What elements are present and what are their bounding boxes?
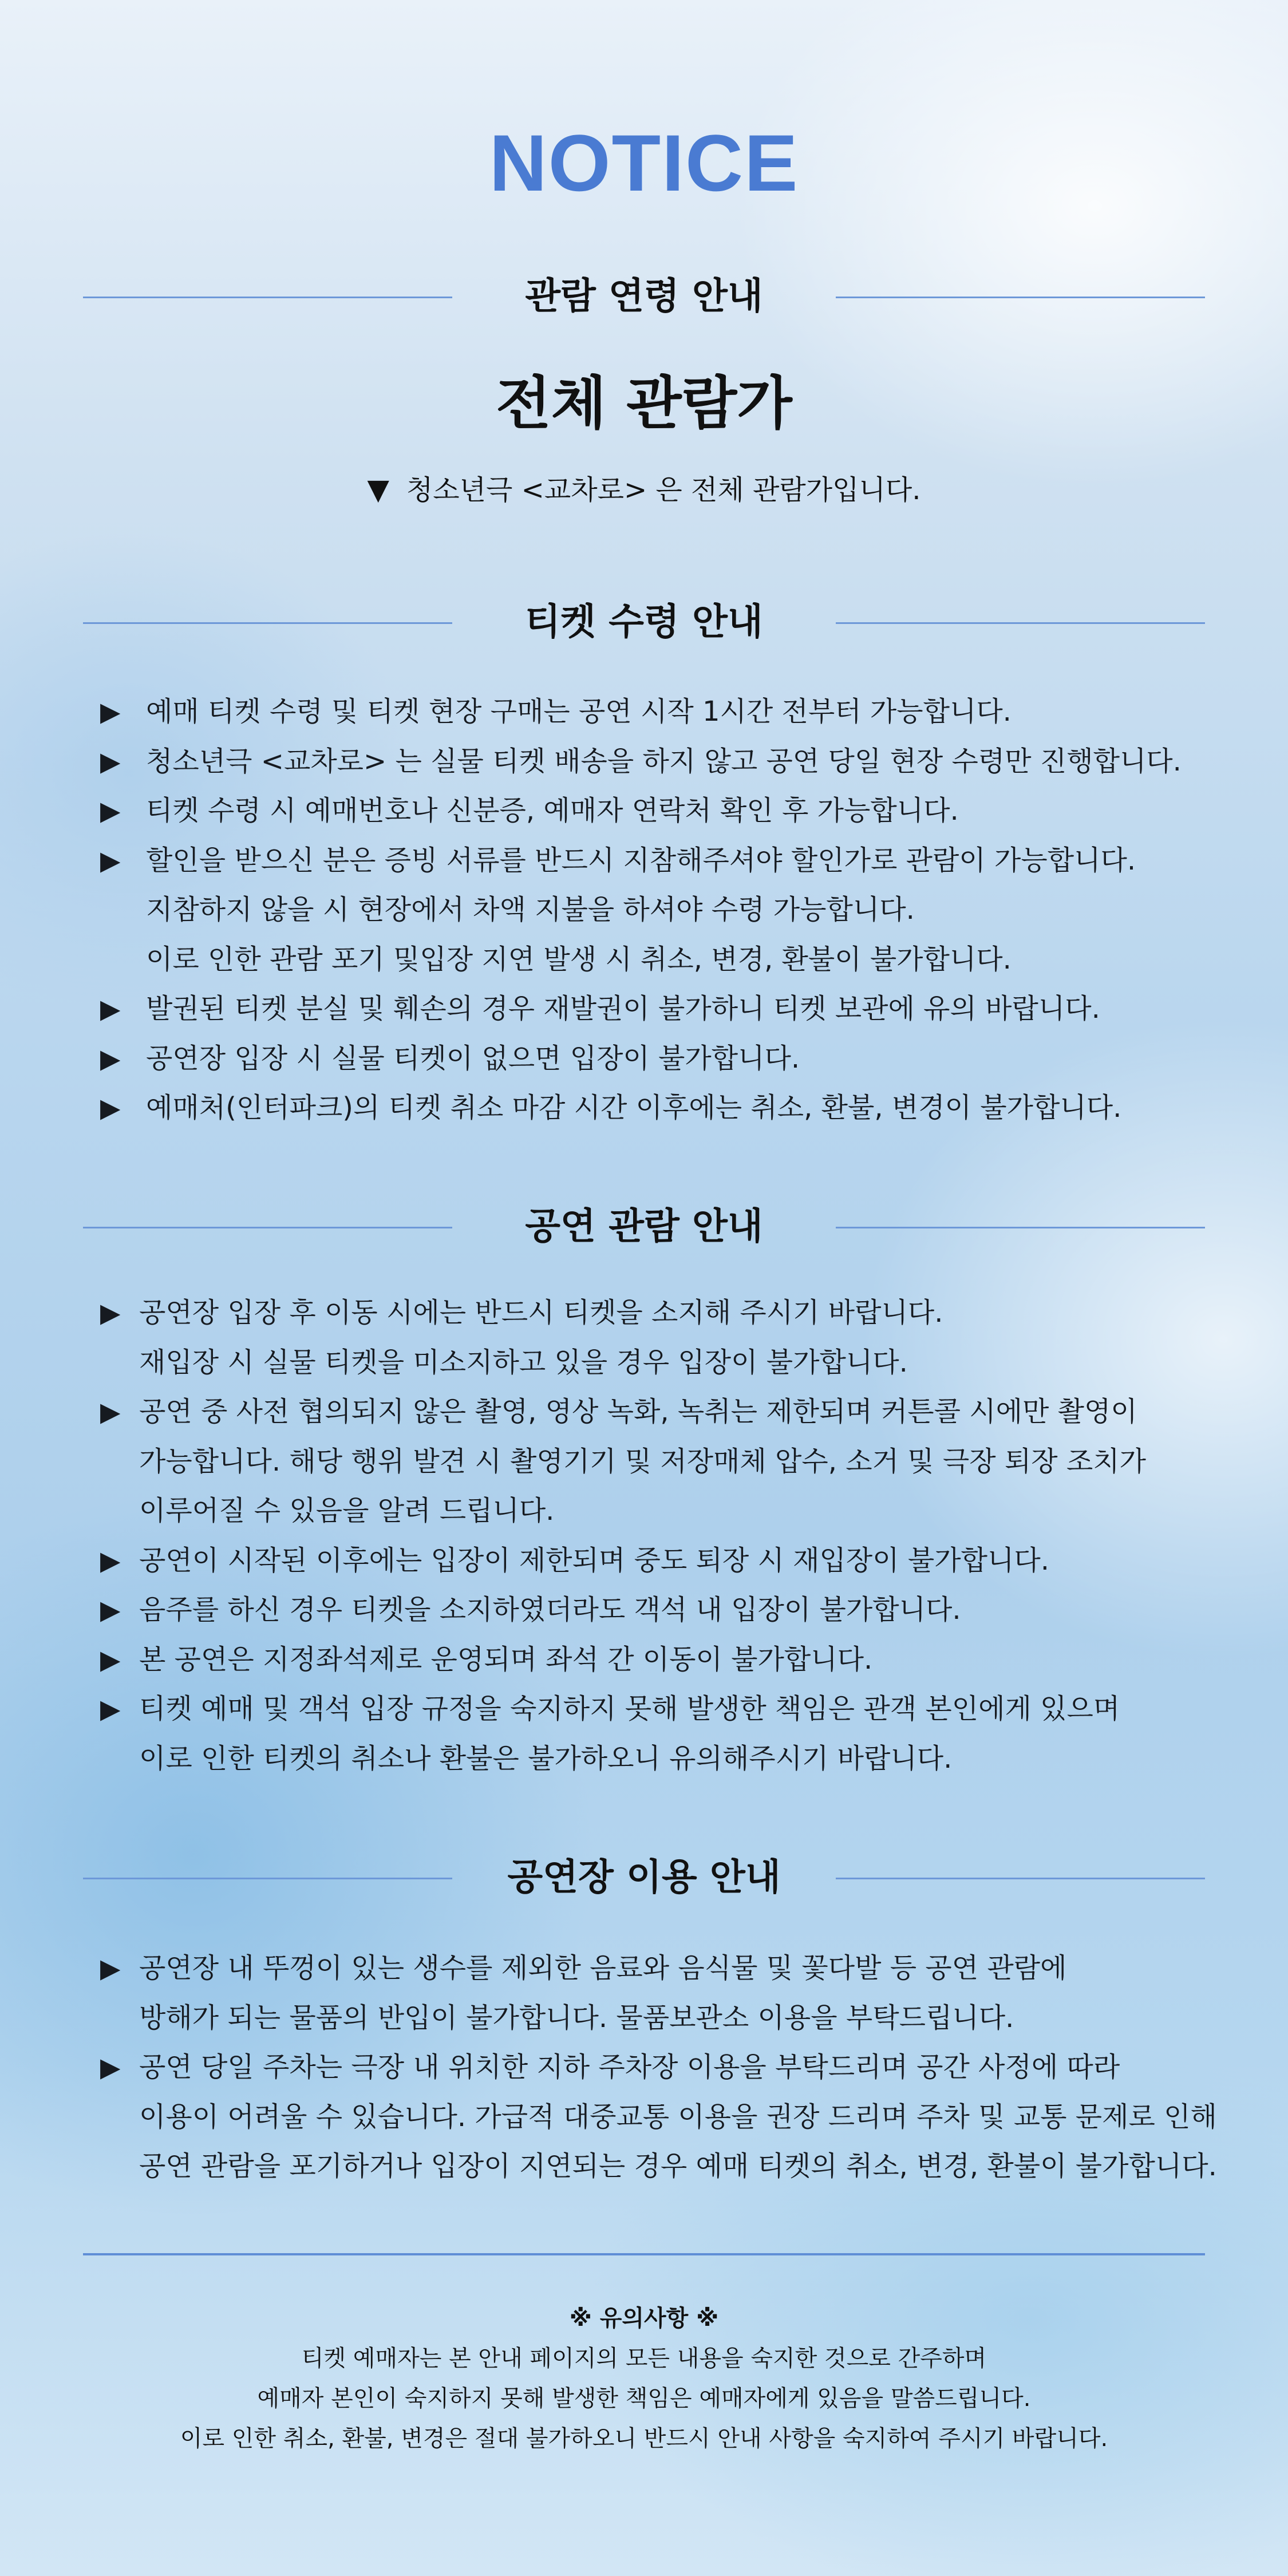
triangle-right-icon: ▶ xyxy=(100,1042,121,1074)
page-title: NOTICE xyxy=(489,118,799,208)
triangle-down-icon: ▼ xyxy=(367,473,389,506)
caution-line: 티켓 예매자는 본 안내 페이지의 모든 내용을 숙지한 것으로 간주하며 xyxy=(301,2345,987,2372)
caution-line: 이로 인한 취소, 환불, 변경은 절대 불가하오니 반드시 안내 사항을 숙지하여 주시기 바랍니다. xyxy=(180,2425,1108,2452)
list-item xyxy=(100,1635,1216,1685)
list-item-text: 이로 인한 관람 포기 및입장 지연 발생 시 취소, 변경, 환불이 불가합니다. xyxy=(146,943,1012,975)
triangle-right-icon: ▶ xyxy=(100,1092,121,1123)
triangle-right-icon: ▶ xyxy=(100,2052,121,2083)
section-heading-ticket xyxy=(0,594,1288,651)
list-item xyxy=(100,1437,1216,1487)
list-item-text: 발권된 티켓 분실 및 훼손의 경우 재발권이 불가하니 티켓 보관에 유의 바랍니다. xyxy=(146,993,1100,1025)
list-item xyxy=(100,1338,1216,1388)
list-item xyxy=(100,2092,1216,2142)
rating-note-text: 청소년극 <교차로> 은 전체 관람가입니다. xyxy=(406,474,921,506)
triangle-right-icon: ▶ xyxy=(100,1953,121,1984)
list-item xyxy=(100,2042,1216,2092)
list-item xyxy=(100,1387,1216,1437)
list-item xyxy=(100,2142,1216,2191)
section-title: 공연장 이용 안내 xyxy=(507,1856,781,1899)
list-item-text: 공연장 입장 후 이동 시에는 반드시 티켓을 소지해 주시기 바랍니다. xyxy=(139,1297,943,1329)
rating-note xyxy=(0,467,1288,513)
caution-line: 예매자 본인이 숙지하지 못해 발생한 책임은 예매자에게 있음을 말씀드립니다. xyxy=(257,2385,1031,2412)
list-item-text: 티켓 예매 및 객석 입장 규정을 숙지하지 못해 발생한 책임은 관객 본인에게 있으며 xyxy=(139,1693,1120,1725)
list-item-text: 공연이 시작된 이후에는 입장이 제한되며 중도 퇴장 시 재입장이 불가합니다. xyxy=(139,1544,1049,1577)
list-item-text: 예매처(인터파크)의 티켓 취소 마감 시간 이후에는 취소, 환불, 변경이 불가합니다. xyxy=(146,1092,1122,1124)
list-item xyxy=(100,1083,1216,1133)
section-heading-age xyxy=(0,268,1288,325)
list-item xyxy=(100,737,1216,787)
divider xyxy=(836,622,1205,624)
triangle-right-icon: ▶ xyxy=(100,1297,121,1328)
triangle-right-icon: ▶ xyxy=(100,1643,121,1675)
list-item xyxy=(100,885,1216,935)
list-item-text: 티켓 수령 시 예매번호나 신분증, 예매자 연락처 확인 후 가능합니다. xyxy=(146,795,959,827)
triangle-right-icon: ▶ xyxy=(100,696,121,727)
list-item xyxy=(100,1288,1216,1338)
list-item-text: 이로 인한 티켓의 취소나 환불은 불가하오니 유의해주시기 바랍니다. xyxy=(139,1742,953,1775)
list-item-text: 공연 당일 주차는 극장 내 위치한 지하 주차장 이용을 부탁드리며 공간 사정에 따라 xyxy=(139,2051,1120,2083)
list-item xyxy=(100,836,1216,886)
list-item-text: 공연 관람을 포기하거나 입장이 지연되는 경우 예매 티켓의 취소, 변경, 환불이 불가합니다. xyxy=(139,2150,1217,2182)
list-item xyxy=(100,1536,1216,1586)
divider xyxy=(83,2253,1205,2255)
triangle-right-icon: ▶ xyxy=(100,1594,121,1625)
list-item-text: 방해가 되는 물품의 반입이 불가합니다. 물품보관소 이용을 부탁드립니다. xyxy=(139,2001,1014,2034)
venue-info-list xyxy=(100,1943,1216,2191)
triangle-right-icon: ▶ xyxy=(100,745,121,777)
list-item-text: 예매 티켓 수령 및 티켓 현장 구매는 공연 시작 1시간 전부터 가능합니다. xyxy=(146,696,1012,728)
section-heading-venue xyxy=(0,1849,1288,1906)
triangle-right-icon: ▶ xyxy=(100,1693,121,1724)
list-item xyxy=(100,1486,1216,1536)
list-item-text: 본 공연은 지정좌석제로 운영되며 좌석 간 이동이 불가합니다. xyxy=(139,1643,873,1676)
triangle-right-icon: ▶ xyxy=(100,795,121,826)
list-item xyxy=(100,1034,1216,1084)
divider xyxy=(836,1227,1205,1228)
section-title: 티켓 수령 안내 xyxy=(525,601,763,643)
list-item-text: 공연장 입장 시 실물 티켓이 없으면 입장이 불가합니다. xyxy=(146,1042,800,1074)
triangle-right-icon: ▶ xyxy=(100,1396,121,1427)
caution-box xyxy=(0,2298,1288,2459)
list-item-text: 지참하지 않을 시 현장에서 차액 지불을 하셔야 수령 가능합니다. xyxy=(146,894,915,926)
divider xyxy=(836,1878,1205,1879)
list-item-text: 공연장 내 뚜껑이 있는 생수를 제외한 음료와 음식물 및 꽃다발 등 공연 관람에 xyxy=(139,1952,1067,1984)
list-item-text: 재입장 시 실물 티켓을 미소지하고 있을 경우 입장이 불가합니다. xyxy=(139,1346,908,1378)
section-title: 공연 관람 안내 xyxy=(525,1206,763,1248)
triangle-right-icon: ▶ xyxy=(100,1544,121,1576)
triangle-right-icon: ▶ xyxy=(100,993,121,1024)
triangle-right-icon: ▶ xyxy=(100,844,121,876)
list-item xyxy=(100,1993,1216,2043)
list-item xyxy=(100,687,1216,737)
list-item-text: 할인을 받으신 분은 증빙 서류를 반드시 지참해주셔야 할인가로 관람이 가능합니다. xyxy=(146,844,1136,876)
list-item-text: 가능합니다. 해당 행위 발견 시 촬영기기 및 저장매체 압수, 소거 및 극장 퇴장 조치가 xyxy=(139,1445,1147,1477)
list-item xyxy=(100,984,1216,1034)
list-item-text: 청소년극 <교차로> 는 실물 티켓 배송을 하지 않고 공연 당일 현장 수령만 진행합니다. xyxy=(146,745,1182,777)
section-heading-viewing xyxy=(0,1198,1288,1255)
rating-title: 전체 관람가 xyxy=(496,370,792,437)
caution-title: ※ 유의사항 ※ xyxy=(569,2305,719,2332)
list-item xyxy=(100,1734,1216,1784)
ticket-info-list xyxy=(100,687,1216,1133)
list-item-text: 이용이 어려울 수 있습니다. 가급적 대중교통 이용을 권장 드리며 주차 및 교통 문제로 인해 xyxy=(139,2100,1217,2133)
list-item xyxy=(100,786,1216,836)
list-item xyxy=(100,1585,1216,1635)
list-item-text: 이루어질 수 있음을 알려 드립니다. xyxy=(139,1495,555,1527)
list-item-text: 공연 중 사전 협의되지 않은 촬영, 영상 녹화, 녹취는 제한되며 커튼콜 시에만 촬영이 xyxy=(139,1396,1137,1428)
viewing-info-list xyxy=(100,1288,1216,1783)
divider xyxy=(836,297,1205,298)
section-title: 관람 연령 안내 xyxy=(525,275,763,318)
list-item-text: 음주를 하신 경우 티켓을 소지하였더라도 객석 내 입장이 불가합니다. xyxy=(139,1594,961,1626)
list-item xyxy=(100,935,1216,985)
list-item xyxy=(100,1684,1216,1734)
list-item xyxy=(100,1943,1216,1993)
